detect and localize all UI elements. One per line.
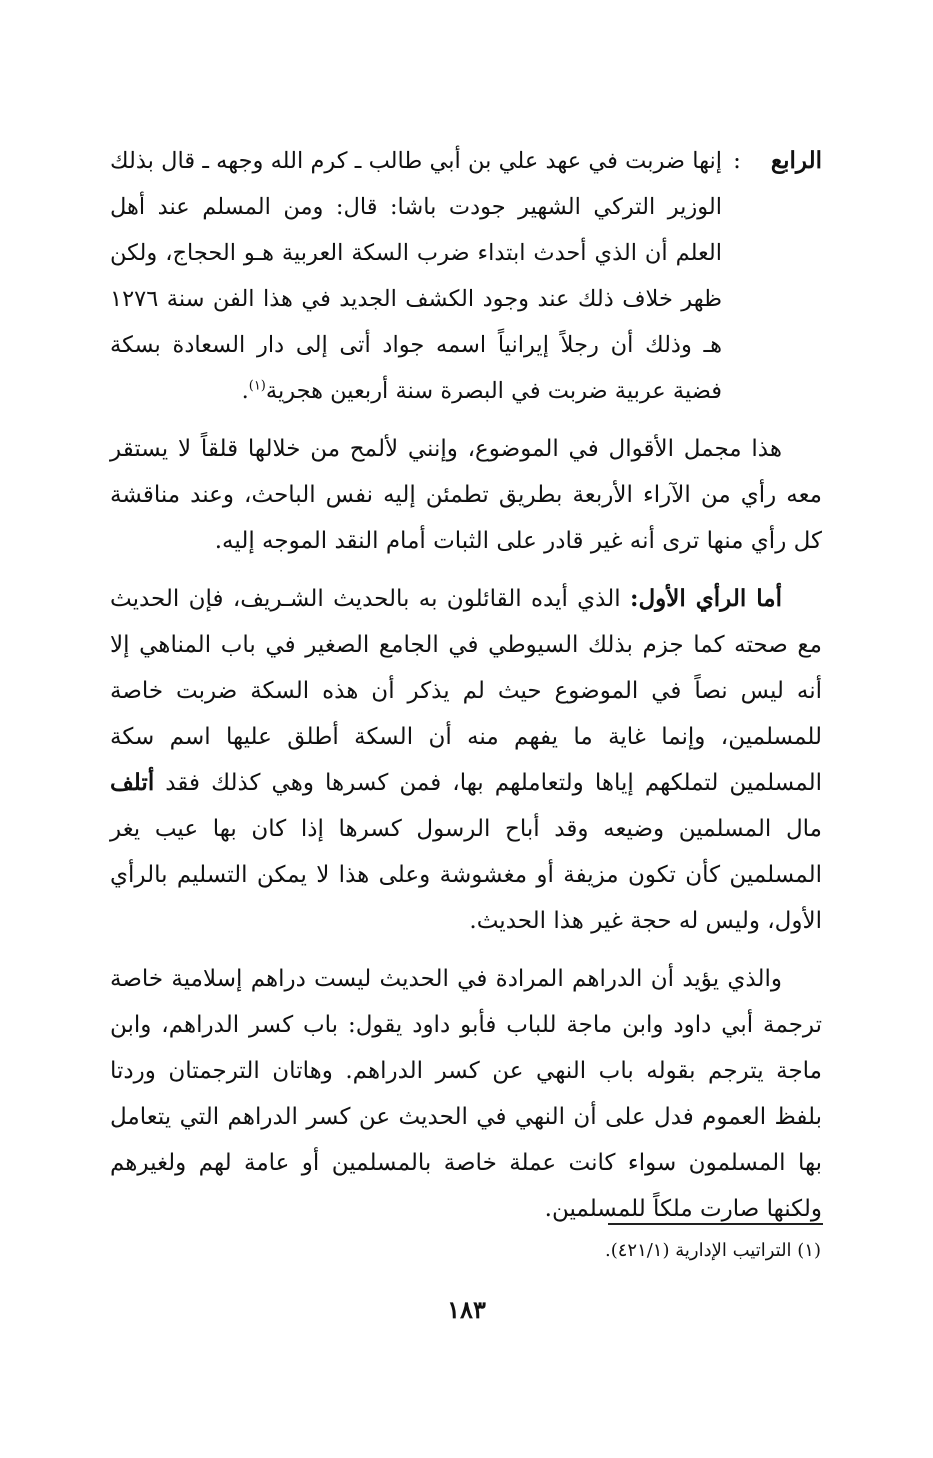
numbered-item-fourth: [110, 138, 822, 414]
item-label: الرابع: [770, 147, 822, 174]
item-colon: :: [733, 148, 741, 174]
page-number: ١٨٣: [447, 1295, 486, 1324]
paragraph-text-b: مال المسلمين وضيعه وقد أباح الرسول كسرها إذا كان بها عيب يغر المسلمين كأن تكون مزيفة أو مغشوشة وعلى هذا لا يمكن التسليم بالرأي الأول، وليس له حجة غير هذا الحديث.: [110, 816, 822, 934]
item-text-end: .: [241, 378, 249, 404]
paragraph-text-a: الذي أيده القائلون به بالحديث الشـريف، فإن الحديث مع صحته كما جزم بذلك السيوطي في الجامع الصغير في باب المناهي إلا أنه ليس نصاً في الموضوع حيث لم يذكر أن هذه السكة ضربت خاصة للمسلمين، وإنما غاية ما يفهم منه أن السكة أطلق عليها اسم سكة المسلمين لتملكهم إياها ولتعاملهم بها، فمن كسرها وهي كذلك فقد: [110, 586, 822, 796]
footnote-reference: (١): [248, 378, 266, 394]
paragraph-bold-word: أتلف: [110, 769, 155, 796]
paragraph-summary: هذا مجمل الأقوال في الموضوع، وإنني لألمح من خلالها قلقاً لا يستقر معه رأي من الآراء الأربعة بطريق تطمئن إليه نفس الباحث، وعند مناقشة كل رأي منها ترى أنه غير قادر على الثبات أمام النقد الموجه إليه.: [110, 436, 822, 554]
paragraph-lead-heading: أما الرأي الأول:: [629, 585, 783, 612]
footnote-divider: [608, 1223, 823, 1225]
footnote: (١) التراتيب الإدارية (٤٢١/١).: [604, 1240, 821, 1261]
paragraph-first-opinion: [110, 576, 822, 944]
page-body: [110, 138, 822, 1232]
item-text-content: إنها ضربت في عهد علي بن أبي طالب ـ كرم الله وجهه ـ قال بذلك الوزير التركي الشهير جودت باشا: قال: ومن المسلم عند أهل العلم أن الذي أحدث ابتداء ضرب السكة العربية هـو الحجاج، ولكن ظهر خلاف ذلك عند وجود الكشف الجديد في هذا الفن سنة ١٢٧٦ هـ وذلك أن رجلاً إيرانياً اسمه جواد أتى إلى دار السعادة بسكة فضية عربية ضربت في البصرة سنة أربعين هجرية: [110, 148, 722, 404]
item-body: [110, 138, 722, 414]
paragraph-supporting-evidence: والذي يؤيد أن الدراهم المرادة في الحديث ليست دراهم إسلامية خاصة ترجمة أبي داود وابن ماجة للباب فأبو داود يقول: باب كسر الدراهم، وابن ماجة يترجم بقوله باب النهي عن كسر الدراهم. وهاتان الترجمتان وردتا بلفظ العموم فدل على أن النهي في الحديث عن كسر الدراهم التي يتعامل بها المسلمون سواء كانت عملة خاصة بالمسلمين أو عامة لهم ولغيرهم ولكنها صارت ملكاً للمسلمين.: [110, 966, 822, 1222]
item-text: [110, 138, 722, 414]
